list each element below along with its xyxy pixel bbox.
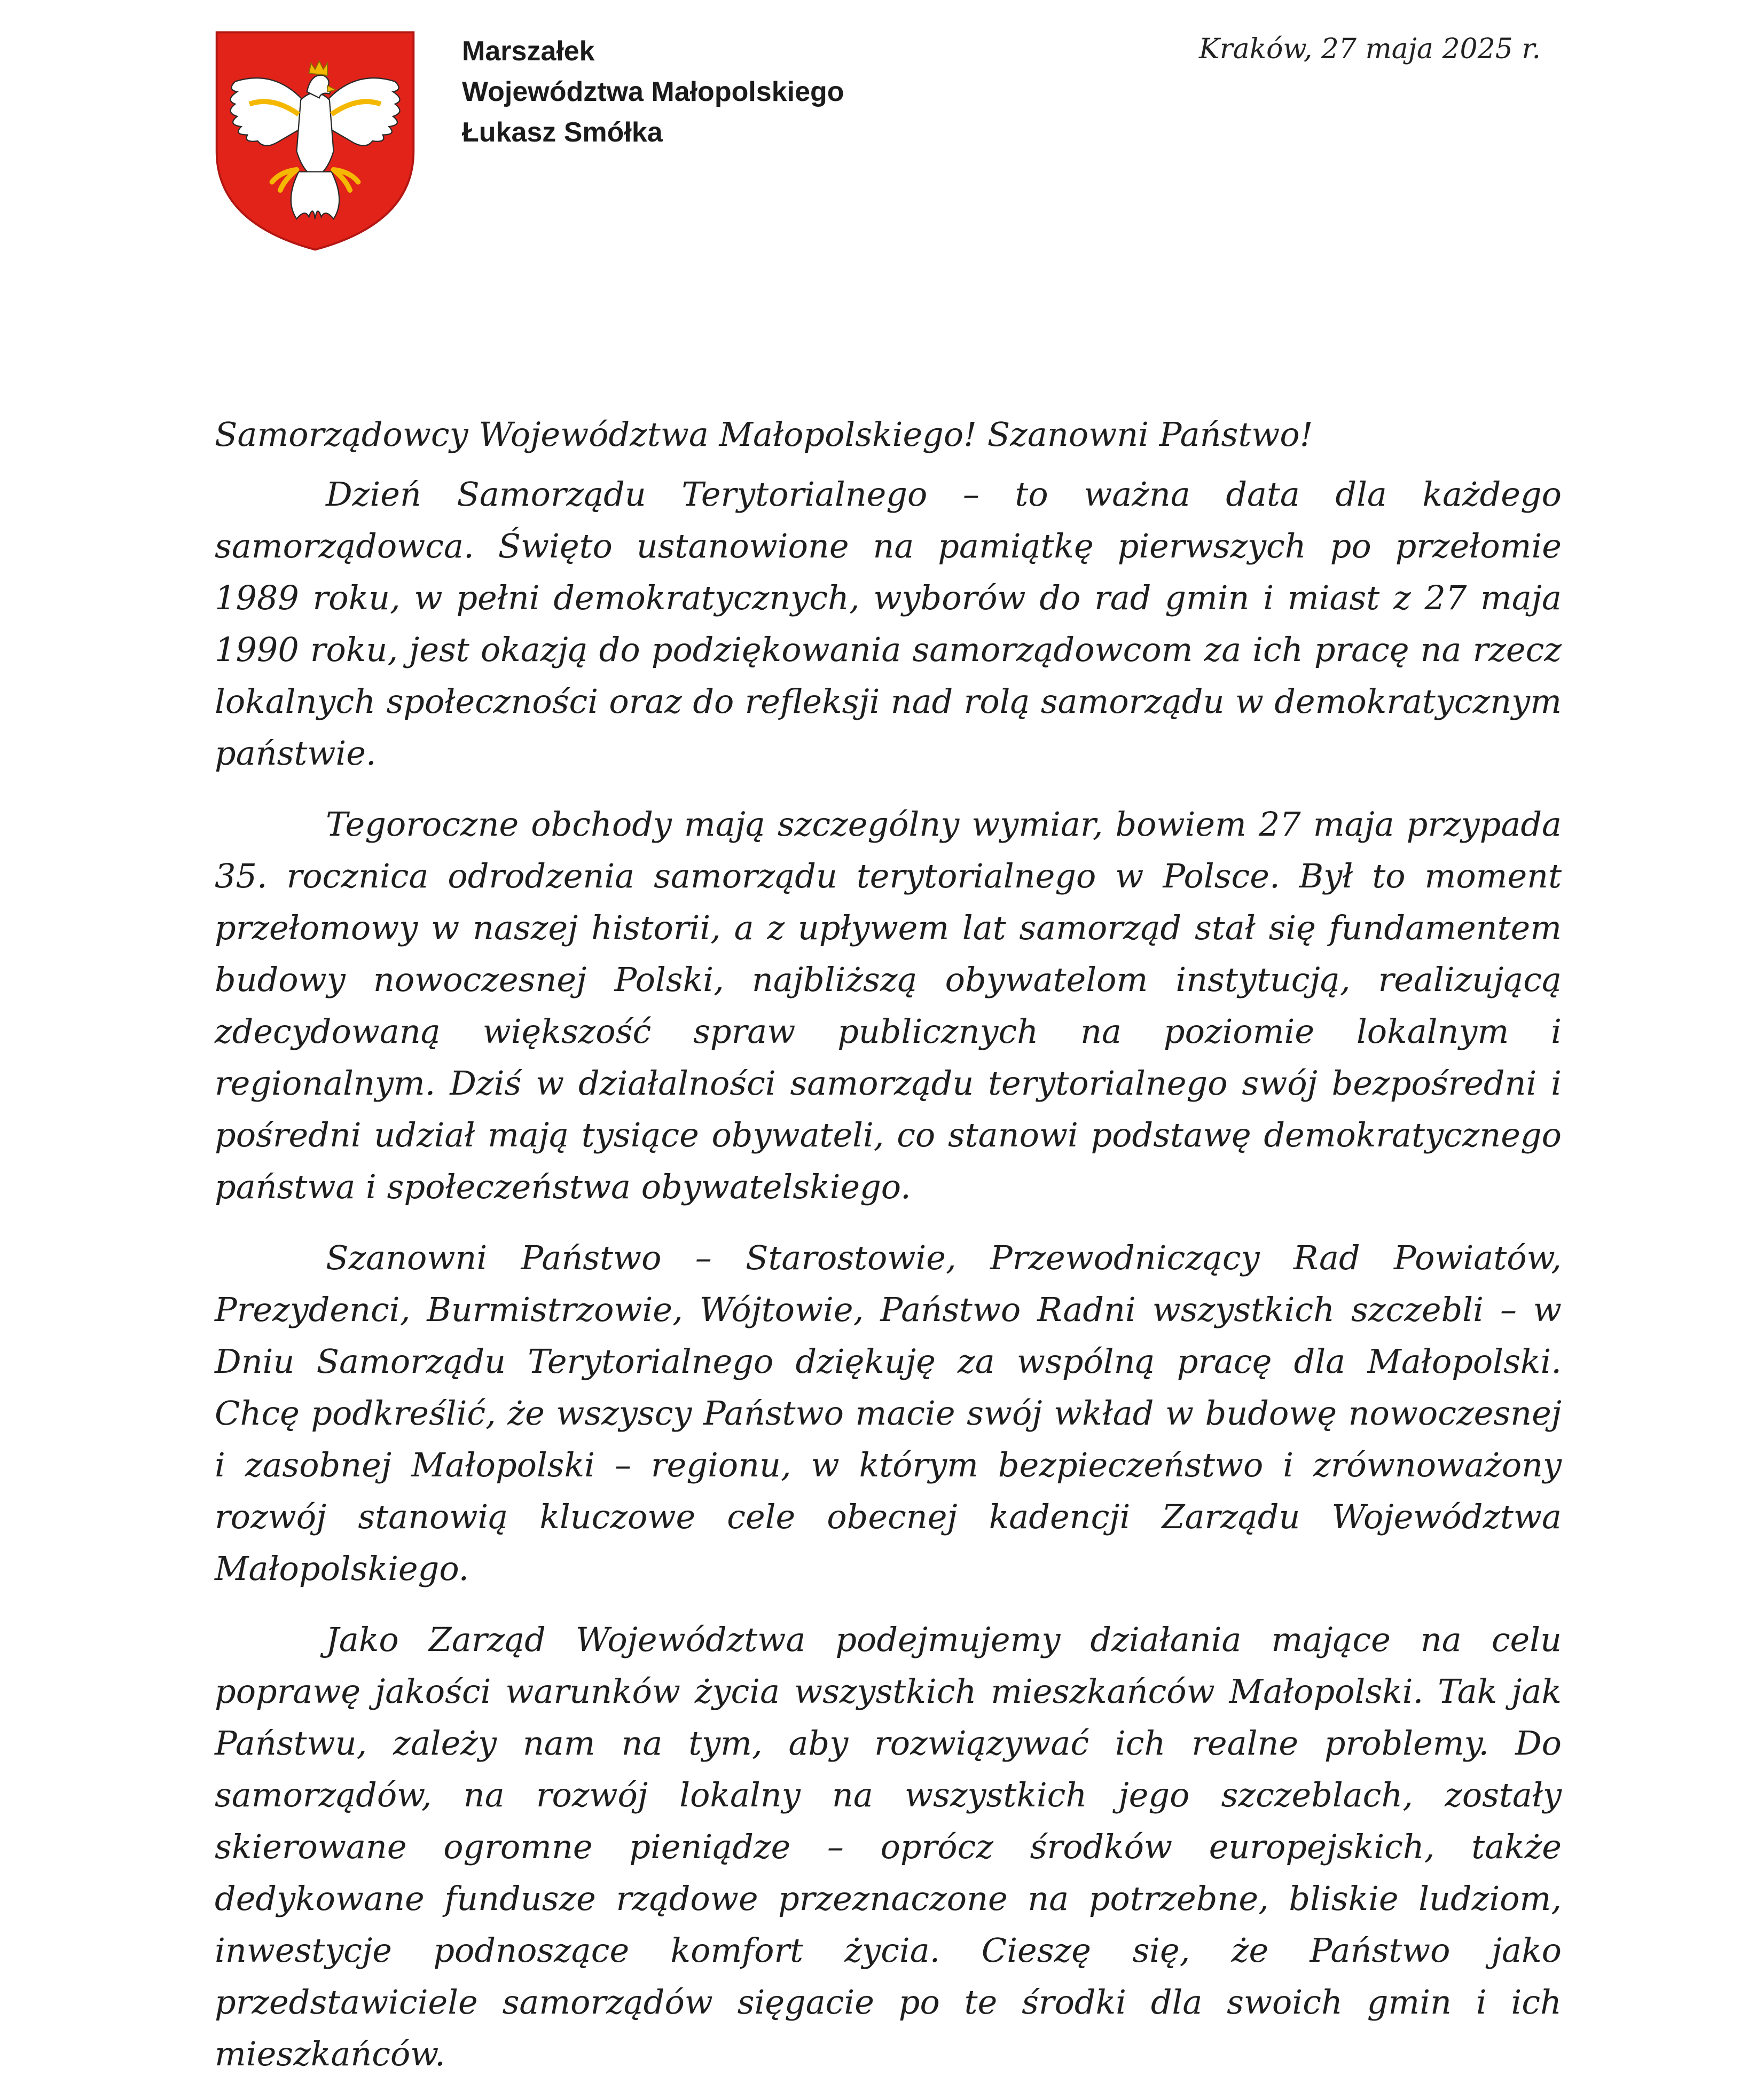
paragraph-3: Szanowni Państwo – Starostowie, Przewodniczący Rad Powiatów, Prezydenci, Burmistrzowie, Wójtowie, Państwo Radni wszystkich szczebli – w Dniu Samorządu Terytorialnego dziękuję za wspólną pracę dla Małopolski. Chcę podkreślić, że wszyscy Państwo macie swój wkład w budowę nowoczesnej i zasobnej Małopolski – regionu, w którym bezpieczeństwo i zrównoważony rozwój stanowią kluczowe cele obecnej kadencji Zarządu Województwa Małopolskiego. bbox=[215, 1238, 1562, 1588]
sender-title: Marszałek bbox=[462, 36, 595, 67]
place-date: Kraków, 27 maja 2025 r. bbox=[1198, 33, 1541, 65]
sender-name: Łukasz Smółka bbox=[462, 117, 663, 148]
letter-body bbox=[215, 408, 1562, 2099]
coat-of-arms-icon bbox=[213, 28, 418, 254]
paragraph-2: Tegoroczne obchody mają szczególny wymiar, bowiem 27 maja przypada 35. rocznica odrodzenia samorządu terytorialnego w Polsce. Był to moment przełomowy w naszej historii, a z upływem lat samorząd stał się fundamentem budowy nowoczesnej Polski, najbliższą obywatelom instytucją, realizującą zdecydowaną większość spraw publicznych na poziomie lokalnym i regionalnym. Dziś w działalności samorządu terytorialnego swój bezpośredni i pośredni udział mają tysiące obywateli, co stanowi podstawę demokratycznego państwa i społeczeństwa obywatelskiego. bbox=[215, 805, 1562, 1206]
paragraph-4: Jako Zarząd Województwa podejmujemy działania mające na celu poprawę jakości warunków życia wszystkich mieszkańców Małopolski. Tak jak Państwu, zależy nam na tym, aby rozwiązywać ich realne problemy. Do samorządów, na rozwój lokalny na wszystkich jego szczeblach, zostały skierowane ogromne pieniądze – oprócz środków europejskich, także dedykowane fundusze rządowe przeznaczone na potrzebne, bliskie ludziom, inwestycje podnoszące komfort życia. Cieszę się, że Państwo jako przedstawiciele samorządów sięgacie po te środki dla swoich gmin i ich mieszkańców. bbox=[215, 1620, 1562, 2073]
salutation: Samorządowcy Województwa Małopolskiego! Szanowni Państwo! bbox=[215, 415, 1313, 454]
paragraph-1: Dzień Samorządu Terytorialnego – to ważna data dla każdego samorządowca. Święto ustanowione na pamiątkę pierwszych po przełomie 1989 roku, w pełni demokratycznych, wyborów do rad gmin i miast z 27 maja 1990 roku, jest okazją do podziękowania samorządowcom za ich pracę na rzecz lokalnych społeczności oraz do refleksji nad rolą samorządu w demokratycznym państwie. bbox=[215, 475, 1562, 773]
sender-office: Województwa Małopolskiego bbox=[462, 76, 844, 107]
sender-block bbox=[462, 31, 844, 153]
